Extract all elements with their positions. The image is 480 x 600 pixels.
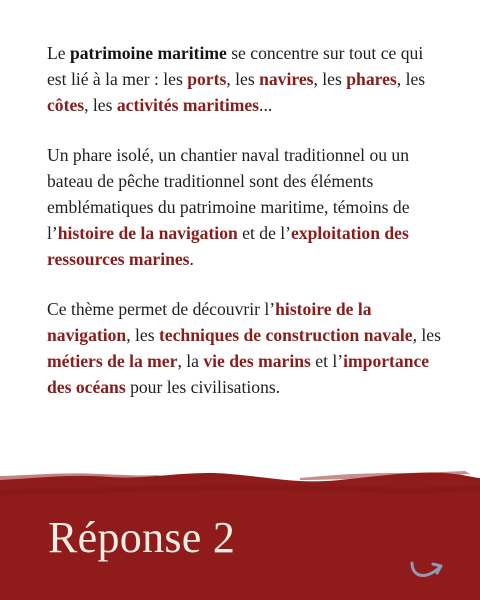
paragraph-theme [47,296,447,400]
highlight-term: exploitation des ressources marines [47,223,409,269]
text-segment: et de l’ [237,223,292,243]
highlight-term: métiers de la mer [47,351,178,371]
text-segment: , les [396,69,426,89]
text-segment: pour les civilisations. [125,377,281,397]
text-segment: Un phare isolé, un chantier naval traditionnel ou un bateau de pêche traditionnel sont des éléments emblématiques du patrimoine maritime, témoins de l’ [47,145,410,243]
highlight-term: importance des océans [47,351,430,397]
answer-footer [0,440,480,600]
answer-title: Réponse 2 [48,513,236,562]
highlight-term: vie des marins [203,351,311,371]
highlight-term: histoire de la navigation [57,223,238,243]
highlight-term: techniques de construction navale [158,325,413,345]
text-segment: , la [177,351,204,371]
highlight-term: ports [187,69,227,89]
text-segment: ... [259,95,273,115]
text-segment: se concentre sur tout ce qui est lié à la mer : les [47,43,424,89]
text-segment: , les [313,69,347,89]
text-content [47,40,447,424]
highlight-term: côtes [47,95,85,115]
paragraph-intro [47,40,447,118]
text-segment: , les [226,69,260,89]
text-segment: Le [47,43,70,63]
highlight-term: activités maritimes [116,95,260,115]
highlight-term: navires [259,69,314,89]
text-segment: , les [126,325,159,345]
text-segment: , les [412,325,441,345]
highlight-term: histoire de la navigation [47,299,372,345]
curved-arrow-right-icon[interactable] [409,553,445,581]
highlight-term: phares [346,69,397,89]
text-segment: Ce thème permet de découvrir l’ [47,299,276,319]
text-segment: et l’ [310,351,344,371]
highlight-term: patrimoine maritime [69,43,227,63]
paragraph-examples [47,142,447,272]
text-segment: , les [84,95,117,115]
text-segment: . [189,249,194,269]
